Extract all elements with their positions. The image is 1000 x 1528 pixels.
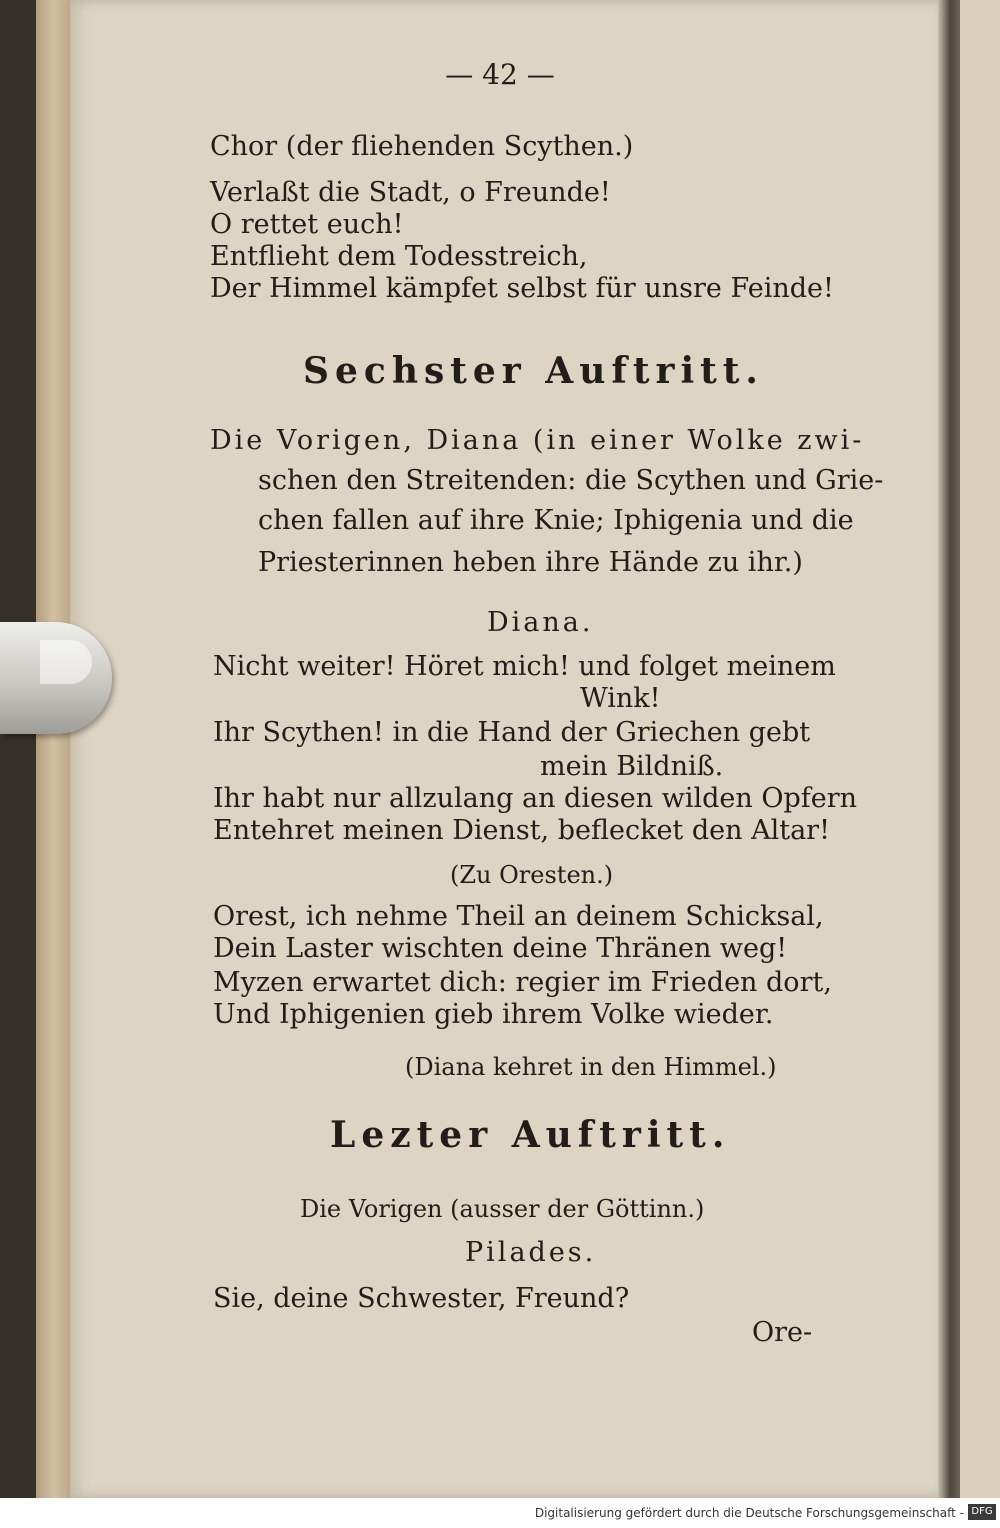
- verse-line: Nicht weiter! Höret mich! und folget meinem: [213, 651, 836, 682]
- verse-line: Orest, ich nehme Theil an deinem Schicksal,: [213, 901, 824, 932]
- stage-direction-line: chen fallen auf ihre Knie; Iphigenia und die: [258, 505, 854, 536]
- verse-line: O rettet euch!: [210, 209, 404, 240]
- stage-direction: Die Vorigen (ausser der Göttinn.): [300, 1195, 705, 1223]
- digitization-footer: [0, 1498, 1000, 1528]
- verse-line-continuation: Wink!: [580, 683, 661, 714]
- chorus-header: Chor (der fliehenden Scythen.): [210, 131, 634, 162]
- verse-line: Ihr habt nur allzulang an diesen wilden Opfern: [213, 783, 858, 814]
- verse-line: Der Himmel kämpfet selbst für unsre Feinde!: [210, 273, 834, 304]
- stage-direction: (Diana kehret in den Himmel.): [405, 1053, 777, 1081]
- scene-heading: Lezter Auftritt.: [330, 1114, 731, 1156]
- funding-credit: Digitalisierung gefördert durch die Deutsche Forschungsgemeinschaft -: [534, 1506, 964, 1520]
- stage-direction: (Zu Oresten.): [450, 861, 614, 889]
- verse-line: Sie, deine Schwester, Freund?: [213, 1283, 630, 1314]
- verse-line: Entflieht dem Todesstreich,: [210, 241, 588, 272]
- verse-line: Dein Laster wischten deine Thränen weg!: [213, 933, 788, 964]
- verse-line: Verlaßt die Stadt, o Freunde!: [210, 177, 611, 208]
- stage-direction-line: Die Vorigen, Diana (in einer Wolke zwi-: [210, 425, 865, 456]
- stage-direction-line: schen den Streitenden: die Scythen und Grie-: [258, 465, 884, 496]
- verse-line: Ihr Scythen! in die Hand der Griechen gebt: [213, 717, 811, 748]
- page-clip: [0, 622, 112, 734]
- verse-line: Myzen erwartet dich: regier im Frieden dort,: [213, 967, 832, 998]
- dfg-logo: DFG: [968, 1504, 996, 1520]
- page-number: — 42 —: [445, 58, 555, 91]
- book-gutter: [938, 0, 960, 1498]
- page-stack-edge: [36, 0, 74, 1498]
- speaker-name: Pilades.: [465, 1237, 597, 1268]
- speaker-name: Diana.: [487, 607, 594, 638]
- verse-line: Und Iphigenien gieb ihrem Volke wieder.: [213, 999, 774, 1030]
- catchword: Ore-: [752, 1317, 813, 1348]
- verse-line: Entehret meinen Dienst, beflecket den Altar!: [213, 815, 830, 846]
- scene-heading: Sechster Auftritt.: [303, 350, 764, 392]
- stage-direction-line: Priesterinnen heben ihre Hände zu ihr.): [258, 547, 803, 578]
- verse-line-continuation: mein Bildniß.: [540, 751, 724, 782]
